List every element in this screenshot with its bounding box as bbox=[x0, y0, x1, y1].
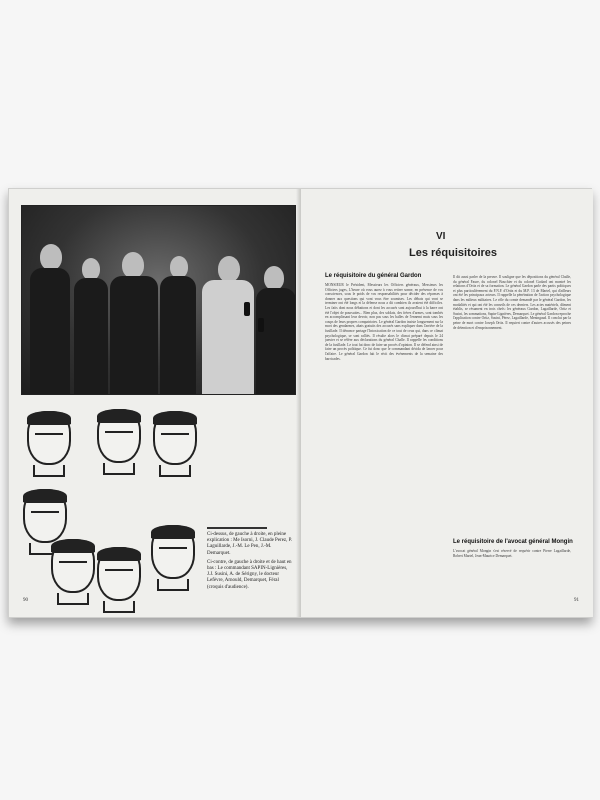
sketch-face bbox=[153, 411, 197, 465]
page-number-right: 91 bbox=[574, 598, 579, 603]
section-heading-2: Le réquisitoire de l'avocat général Mongin bbox=[453, 539, 573, 545]
open-magazine bbox=[8, 188, 592, 618]
person-head bbox=[82, 258, 100, 280]
left-page bbox=[9, 189, 301, 617]
photo-caption bbox=[207, 527, 293, 591]
right-page bbox=[301, 189, 593, 617]
person-suit bbox=[30, 268, 70, 395]
chapter-title: Les réquisitoires bbox=[409, 247, 498, 259]
text-column-3: L'avocat général Mongin s'est réservé de requérir contre Pierre Lagaillarde, Robert Martel, Jean-Maurice Demarquet. bbox=[453, 549, 571, 558]
sketch-face bbox=[51, 539, 95, 593]
sketch-face bbox=[151, 525, 195, 579]
person-suit bbox=[256, 288, 296, 395]
person-head bbox=[264, 266, 284, 290]
person-head bbox=[218, 256, 240, 282]
caption-divider bbox=[207, 527, 267, 529]
person-head bbox=[40, 244, 62, 270]
person-suit-light bbox=[202, 280, 254, 395]
sketch-face bbox=[23, 489, 67, 543]
chapter-number: VI bbox=[436, 231, 446, 242]
person-head bbox=[122, 252, 144, 278]
sketch-face bbox=[97, 409, 141, 463]
press-photo bbox=[21, 205, 296, 395]
section-heading: Le réquisitoire du général Gardon bbox=[325, 273, 422, 279]
sketch-face bbox=[27, 411, 71, 465]
person-suit bbox=[160, 276, 196, 395]
microphone-icon bbox=[258, 318, 264, 332]
page-number-left: 90 bbox=[23, 598, 28, 603]
text-column-2: Il dit aussi parler de la preuve. Il souligne que les dépositions du général Challe, du général Faure, du colonel Bouchier et du colonel Godard ont montré les relations d'Ortiz et de sa formation. Le général Gardon parle des partis politiques et plus particulièrement du F.N.F. d'Ortiz et du M.P. 13 de Martel, qui d'ailleurs ont été les principaux acteurs. Il rappelle la pénétration de l'action psychologique dans les milieux militaires. Le rôle du comte demandé par le général Gardon, les modalités et qui ont été les conseils de ces derniers. Les actes matériels, dûment établis, se résument en trois chefs: les généraux Gardon, Lagaillarde, Ortiz et Susini, les sommations, Sapin-Lignières, Demarquet. Le général Gardon reproche l'application contre Ortiz, Susini, Pérez, Lagaillarde, Meningaud. Il conclut par la peine de mort contre Joseph Ortiz. Il requiert contre d'autres accusés des peines de détention et d'emprisonnement. bbox=[453, 275, 571, 330]
person-suit bbox=[74, 278, 108, 395]
sketch-face bbox=[97, 547, 141, 601]
person-head bbox=[170, 256, 188, 278]
microphone-icon bbox=[244, 302, 250, 316]
caption-line-2: Ci-contre, de gauche à droite et de haut en bas : Le commandant SAPIN-Lignières, J.J. Susini, A. de Sérigny, le docteur Lefèvre, Arnould, Demarquet, Féral (croquis d'audience). bbox=[207, 559, 292, 590]
caption-line-1: Ci-dessus, de gauche à droite, en pleine explication : Me Isorni, J. Claude Perez, P. Laguillarde, J.-M. Le Pen, J.-M. Demarquet. bbox=[207, 532, 293, 556]
courtroom-sketches bbox=[21, 407, 211, 607]
person-suit bbox=[110, 276, 158, 395]
text-column-1: MONSIEUR le Président, Messieurs les Officiers généraux, Messieurs les Officiers juges, L'heure où vous aurez à vous retirer sonne, en présence de vos consciences, sous le poids de vos responsabilités pour décider des réponses à donner aux questions qui vont vous être soumises. Les débats qui vont se terminer ont été longs et la défense nous a dit combien ils avaient été difficiles. Les faits dont nous débattons et dont les accusés sont aujourd'hui à la barre ont été l'objet de poursuites... Bien plus, des soldats, des frères d'armes, sont tombés en accomplissant leur devoir, non pas sous les balles de l'ennemi mais sous les coups de leurs propres compatriotes. Le général Gardon insiste longuement sur la mort des gendarmes, abats gratuits des accusés sans expliquer dans l'arrière de la fusillade. Il dénonce partage l'Intoxication de ce tout de ceux qui, dans ce climat psychologique, se sont ralliés. Il résulte alors le climat préparé depuis le 24 janvier et se réfère aux déclarations du général Challe. Il rappelle les conditions de la fusillade. Le tout fut donc de faire un procès d'opinion. Il se défend ainsi de faire un procès politique. Ce fut donc que le commandant décida de lancer pour l'affaire. Le général Gardon fait le récit des événements de la semaine des barricades. bbox=[325, 283, 443, 361]
